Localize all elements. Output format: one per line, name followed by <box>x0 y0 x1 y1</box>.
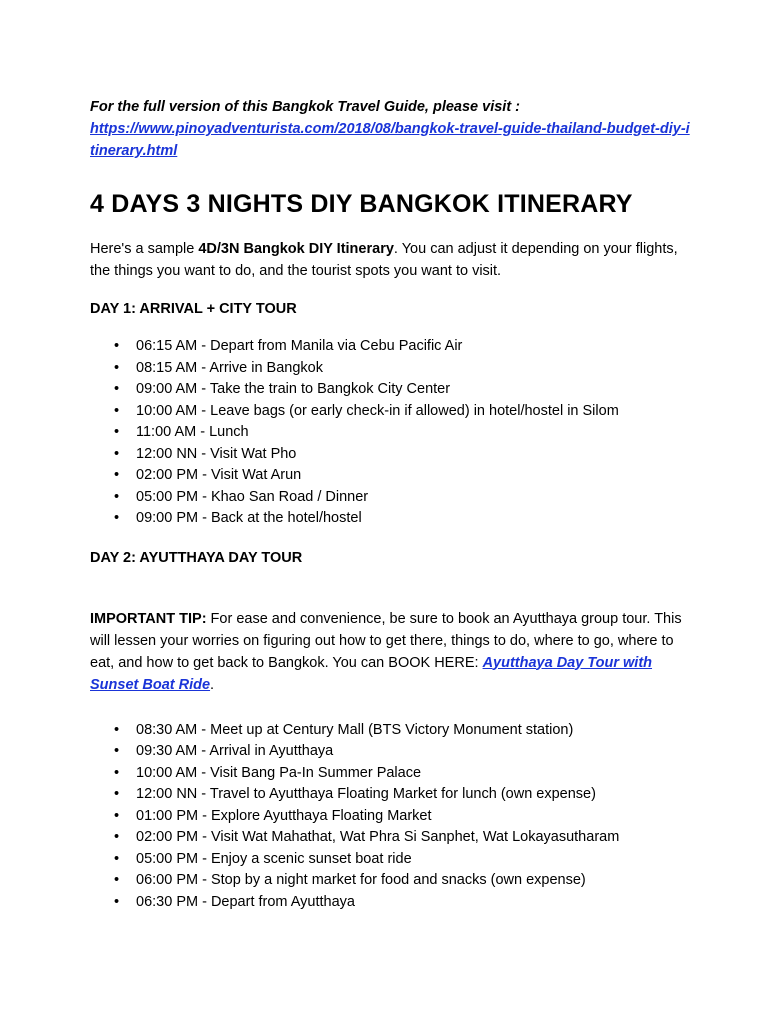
list-item: • 09:00 PM - Back at the hotel/hostel <box>90 508 690 530</box>
bullet-icon: • <box>114 893 120 910</box>
bullet-icon: • <box>114 829 120 845</box>
bullet-icon: • <box>114 402 120 419</box>
list-item: • 06:15 AM - Depart from Manila via Cebu Pacific Air <box>90 336 690 358</box>
list-item: • 12:00 NN - Travel to Ayutthaya Floating Market for lunch (own expense) <box>90 784 690 806</box>
intro-paragraph-start: Here's a sample <box>90 241 199 257</box>
intro-paragraph <box>90 238 690 282</box>
bullet-icon: • <box>114 850 120 867</box>
day1-heading: DAY 1: ARRIVAL + CITY TOUR <box>90 301 297 317</box>
list-item: • 01:00 PM - Explore Ayutthaya Floating Market <box>90 806 690 828</box>
list-item: • 10:00 AM - Leave bags (or early check-in if allowed) in hotel/hostel in Silom <box>90 401 690 423</box>
intro-paragraph-end: . You can adjust it depending on your flights, the things you want to do, and the tourist spots you want to visit. <box>90 241 678 279</box>
bullet-icon: • <box>114 359 120 376</box>
day1-list <box>90 336 690 530</box>
bullet-icon: • <box>114 445 120 462</box>
list-item: • 11:00 AM - Lunch <box>90 422 690 444</box>
bullet-icon: • <box>114 467 120 483</box>
intro-note <box>90 96 690 162</box>
bullet-icon: • <box>114 764 120 781</box>
list-item: • 06:00 PM - Stop by a night market for food and snacks (own expense) <box>90 870 690 892</box>
list-item: • 05:00 PM - Khao San Road / Dinner <box>90 487 690 509</box>
bullet-icon: • <box>114 381 120 397</box>
bullet-icon: • <box>114 424 120 440</box>
bullet-icon: • <box>114 786 120 802</box>
list-item: • 09:00 AM - Take the train to Bangkok City Center <box>90 379 690 401</box>
list-item: • 12:00 NN - Visit Wat Pho <box>90 444 690 466</box>
guide-link[interactable]: https://www.pinoyadventurista.com/2018/08/bangkok-travel-guide-thailand-budget-diy-itinerary.html <box>90 121 690 159</box>
intro-text: For the full version of this Bangkok Travel Guide, please visit : <box>90 99 521 115</box>
list-item: • 08:15 AM - Arrive in Bangkok <box>90 358 690 380</box>
tip-text: For ease and convenience, be sure to book an Ayutthaya group tour. This will lessen your worries on figuring out how to get there, things to do, where to go, where to eat, and how to get back to Bangkok. You can BOOK HERE: <box>90 610 682 671</box>
document-page <box>90 96 690 913</box>
tip-label: IMPORTANT TIP: <box>90 610 207 627</box>
list-item: • 10:00 AM - Visit Bang Pa-In Summer Palace <box>90 763 690 785</box>
bullet-icon: • <box>114 488 120 505</box>
bullet-icon: • <box>114 743 120 759</box>
intro-paragraph-bold: 4D/3N Bangkok DIY Itinerary <box>198 241 394 257</box>
list-item: • 05:00 PM - Enjoy a scenic sunset boat ride <box>90 849 690 871</box>
bullet-icon: • <box>114 721 120 738</box>
list-item: • 06:30 PM - Depart from Ayutthaya <box>90 892 690 914</box>
tour-booking-link[interactable]: Ayutthaya Day Tour with Sunset Boat Ride <box>90 654 653 693</box>
list-item: • 09:30 AM - Arrival in Ayutthaya <box>90 741 690 763</box>
tip-end: . <box>210 676 215 693</box>
list-item: • 08:30 AM - Meet up at Century Mall (BTS Victory Monument station) <box>90 720 690 742</box>
page-title: 4 DAYS 3 NIGHTS DIY BANGKOK ITINERARY <box>90 190 633 218</box>
important-tip <box>90 608 690 696</box>
bullet-icon: • <box>114 872 120 888</box>
bullet-icon: • <box>114 807 120 824</box>
list-item: • 02:00 PM - Visit Wat Arun <box>90 465 690 487</box>
bullet-icon: • <box>114 510 120 526</box>
bullet-icon: • <box>114 338 120 354</box>
day2-heading: DAY 2: AYUTTHAYA DAY TOUR <box>90 549 303 566</box>
day2-list <box>90 720 690 914</box>
list-item: • 02:00 PM - Visit Wat Mahathat, Wat Phra Si Sanphet, Wat Lokayasutharam <box>90 827 690 849</box>
